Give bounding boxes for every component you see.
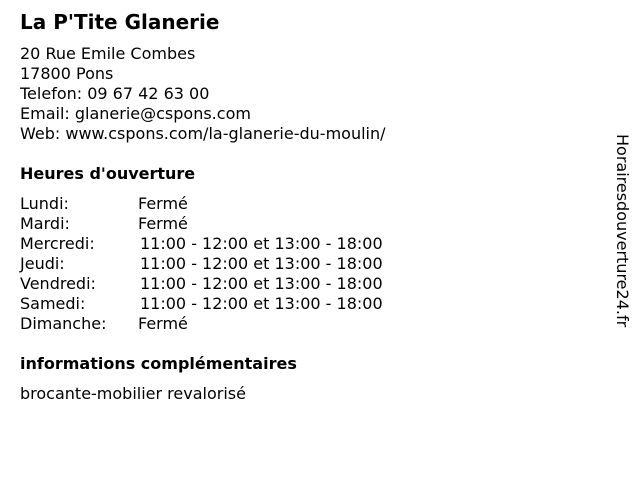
time-value: 11:00 - 12:00 et 13:00 - 18:00	[140, 274, 383, 293]
address-city: 17800 Pons	[20, 64, 114, 83]
time-value: 11:00 - 12:00 et 13:00 - 18:00	[140, 234, 383, 253]
contact-block	[20, 44, 386, 144]
hours-row-tuesday	[20, 214, 440, 234]
day-label: Mardi:	[20, 214, 70, 233]
address-street: 20 Rue Emile Combes	[20, 44, 196, 63]
opening-hours-heading: Heures d'ouverture	[20, 164, 196, 183]
day-label: Vendredi:	[20, 274, 96, 293]
hours-row-thursday	[20, 254, 440, 274]
hours-row-friday	[20, 274, 440, 294]
day-label: Mercredi:	[20, 234, 95, 253]
day-label: Lundi:	[20, 194, 69, 213]
time-value: 11:00 - 12:00 et 13:00 - 18:00	[140, 254, 383, 273]
opening-hours-list	[20, 194, 440, 334]
additional-info-heading: informations complémentaires	[20, 354, 297, 373]
email-line[interactable]: Email: glanerie@cspons.com	[20, 104, 251, 123]
day-label: Dimanche:	[20, 314, 107, 333]
hours-row-saturday	[20, 294, 440, 314]
time-value: Fermé	[138, 214, 188, 233]
additional-info-text: brocante-mobilier revalorisé	[20, 384, 246, 403]
phone-line[interactable]: Telefon: 09 67 42 63 00	[20, 84, 210, 103]
hours-row-monday	[20, 194, 440, 214]
time-value: Fermé	[138, 194, 188, 213]
business-name: La P'Tite Glanerie	[20, 10, 220, 34]
site-watermark: Horairesdouverture24.fr	[613, 134, 632, 328]
day-label: Samedi:	[20, 294, 86, 313]
time-value: Fermé	[138, 314, 188, 333]
hours-row-wednesday	[20, 234, 440, 254]
day-label: Jeudi:	[20, 254, 65, 273]
time-value: 11:00 - 12:00 et 13:00 - 18:00	[140, 294, 383, 313]
hours-row-sunday	[20, 314, 440, 334]
web-line[interactable]: Web: www.cspons.com/la-glanerie-du-moulin/	[20, 124, 386, 143]
